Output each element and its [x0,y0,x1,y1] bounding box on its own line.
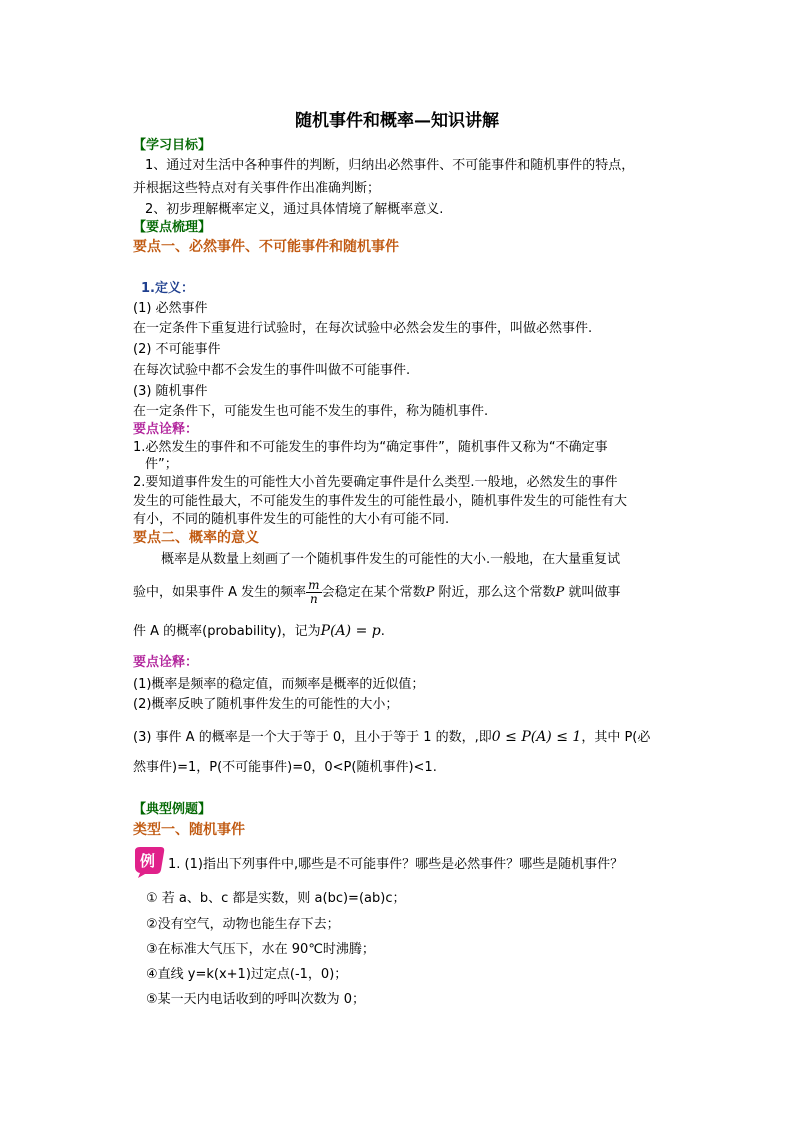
example-badge [131,845,167,879]
point2-note3-a: (3) 事件 A 的概率是一个大于等于 0，且小于等于 1 的数，,即 [133,730,492,745]
example-item-5: ⑤某一天内电话收到的呼叫次数为 0； [146,992,366,1007]
probability-range-formula: 0 ≤ P(A) ≤ 1 [491,729,582,745]
examples-heading: 【典型例题】 [133,802,212,817]
example-badge-label: 例 [140,852,156,870]
type1-heading: 类型一、随机事件 [133,822,245,838]
point2-para1: 概率是从数量上刻画了一个随机事件发生的可能性的大小.一般地，在大量重复试 [161,552,621,567]
def3-label: (3) 随机事件 [133,384,208,399]
def2-label: (2) 不可能事件 [133,342,221,357]
probability-formula: P(A) = p [320,623,381,639]
def1-text: 在一定条件下重复进行试验时，在每次试验中必然会发生的事件，叫做必然事件. [133,321,593,336]
point2-para2-d: 附近，那么这个常数 [438,585,556,600]
point1-heading: 要点一、必然事件、不可能事件和随机事件 [133,239,399,255]
example-item-2: ②没有空气，动物也能生存下去； [146,917,340,932]
definition-heading: 1.定义： [141,281,194,296]
point1-note2b: 发生的可能性最大，不可能发生的事件发生的可能性最小，随机事件发生的可能性有大 [133,494,628,509]
point2-para2 [133,576,663,610]
def1-label: (1) 必然事件 [133,301,208,316]
example-item-1: ① 若 a、b、c 都是实数，则 a(bc)=(ab)c； [146,891,406,906]
summary-heading: 【要点梳理】 [133,220,212,235]
point1-note1a: 1.必然发生的事件和不可能发生的事件均为“确定事件”，随机事件又称为“不确定事 [133,440,608,455]
point1-note2a: 2.要知道事件发生的可能性大小首先要确定事件是什么类型.一般地，必然发生的事件 [133,475,618,490]
point2-para2-f: 就叫做事 [568,585,621,600]
point1-note1b: 件”； [145,457,178,472]
point2-note1: (1)概率是频率的稳定值，而频率是概率的近似值； [133,677,425,692]
goal-item-1a: 1、通过对生活中各种事件的判断，归纳出必然事件、不可能事件和随机事件的特点， [145,158,635,173]
example1-question: 1. (1)指出下列事件中,哪些是不可能事件？哪些是必然事件？哪些是随机事件？ [168,857,624,872]
constant-p-2: P [555,585,565,600]
goal-item-1b: 并根据这些特点对有关事件作出准确判断； [133,181,381,196]
point2-para3-a: 件 A 的概率(probability)，记为 [133,624,321,639]
point1-note2c: 有小，不同的随机事件发生的可能性的大小有可能不同. [133,512,450,527]
document-title: 随机事件和概率—知识讲解 [295,111,499,131]
constant-p-1: P [425,585,435,600]
learning-goals-heading: 【学习目标】 [133,138,212,153]
point2-note2: (2)概率反映了随机事件发生的可能性的大小； [133,697,399,712]
goal-item-2: 2、初步理解概率定义，通过具体情境了解概率意义. [145,202,444,217]
fraction-denominator: n [310,592,318,606]
example-item-4: ④直线 y=k(x+1)过定点(-1，0)； [146,967,348,982]
point2-para2-b: 会稳定在某个常数 [321,585,426,600]
point2-para2-a: 验中，如果事件 A 发生的频率 [133,585,307,600]
point2-heading: 要点二、概率的意义 [133,530,259,546]
point2-para3-c: . [380,624,385,639]
point2-note3-c: ，其中 P(必 [581,730,651,745]
def3-text: 在一定条件下，可能发生也可能不发生的事件，称为随机事件. [133,404,489,419]
point2-note4: 然事件)=1，P(不可能事件)=0，0<P(随机事件)<1. [133,760,437,775]
point2-note3 [133,728,663,747]
point2-note-heading: 要点诠释： [133,655,199,670]
fraction-numerator: m [308,578,320,592]
point2-para3 [133,622,663,641]
point1-note-heading: 要点诠释： [133,422,199,437]
example-item-3: ③在标准大气压下，水在 90℃时沸腾； [146,942,375,957]
frequency-fraction [306,579,321,606]
def2-text: 在每次试验中都不会发生的事件叫做不可能事件. [133,363,411,378]
